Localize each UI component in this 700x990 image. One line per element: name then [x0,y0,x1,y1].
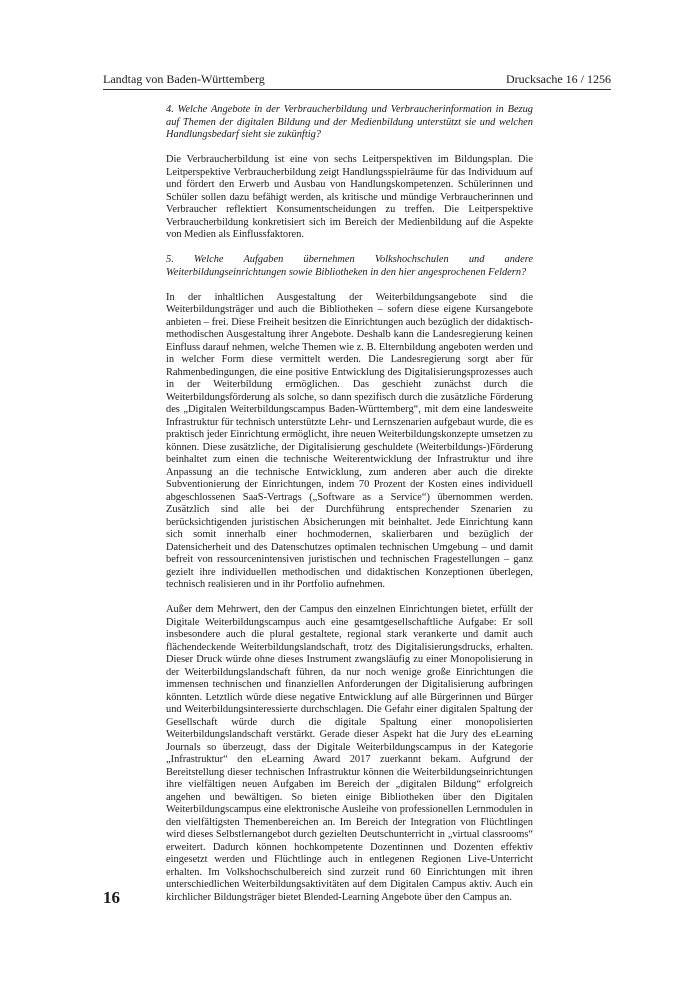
page-number: 16 [103,888,120,907]
question-4: 4. Welche Angebote in der Verbraucherbildung und Verbraucherinformation in Bezug auf Themen der digitalen Bildung und der Medienbildung unterstützt sie und welchen Handlungsbedarf sieht sie zukünftig? [166,104,533,140]
header-parliament-name: Landtag von Baden-Württemberg [103,72,265,86]
question-5: 5. Welche Aufgaben übernehmen Volkshochschulen und andere Weiterbildungseinrichtungen sowie Bibliotheken in den hier angesprochenen Feldern? [166,254,533,278]
page-body [166,104,533,917]
header-rule [103,89,611,90]
answer-5-paragraph-1: In der inhaltlichen Ausgestaltung der Weiterbildungsangebote sind die Weiterbildungsträger und auch die Bibliotheken – sofern diese eigene Kursangebote anbieten – frei. Diese Freiheit besitzen die Einrichtungen auch bezüglich der didaktisch-methodischen Ausgestaltung ihrer Angebote. Deshalb kann die Landesregierung keinen Einfluss darauf nehmen, welche Themen wie z. B. Elternbildung angeboten werden und in welcher Form diese vermittelt werden. Die Landesregierung sorgt aber für Rahmenbedingungen, die eine positive Entwicklung des Digitalisierungsprozesses auch in der Weiterbildung ermöglichen. Das geschieht zunächst durch die Weiterbildungsförderung als solche, so dann spezifisch durch die zusätzliche Förderung des „Digitalen Weiterbildungscampus Baden-Württemberg“, mit dem eine landesweite Infrastruktur für technisch unterstützte Lehr- und Lernszenarien aufgebaut wurde, die es praktisch jeder Einrichtung ermöglicht, ihre neuen Weiterbildungskonzepte umsetzen zu können. Diese zusätzliche, der Digitalisierung geschuldete (Weiterbildungs-)Förderung beinhaltet zum einen die technische Weiterentwicklung der Infrastruktur und ihre Anpassung an die technische Entwicklung, zum anderen aber auch die direkte Subventionierung der Einrichtungen, indem 70 Prozent der Kosten eines individuell abgeschlossenen SaaS-Vertrags („Software as a Service“) übernommen werden. Zusätzlich sind alle bei der Durchführung entsprechender Szenarien zu berücksichtigenden juristischen Absicherungen mit beinhaltet. Jede Einrichtung kann sich somit innerhalb einer hochmodernen, skalierbaren und bezüglich der Datensicherheit und des Datenschutzes optimalen technischen Umgebung – und damit befreit von ressourcenintensiven juristischen und technischen Fragestellungen – ganz gezielt ihre individuellen methodischen und didaktischen Konzeptionen überlegen, technisch realisieren und in ihr Portfolio aufnehmen. [166,291,534,590]
header-document-number: Drucksache 16 / 1256 [506,72,611,86]
answer-4-paragraph: Die Verbraucherbildung ist eine von sechs Leitperspektiven im Bildungsplan. Die Leitperspektive Verbraucherbildung zeigt Handlungsspielräume für das Individuum auf und fördert den Erwerb und Ausbau von Handlungskompetenzen. Schülerinnen und Schüler sollen dazu befähigt werden, als kritische und mündige Verbraucherinnen und Verbraucher reflektiert Konsumentscheidungen zu treffen. Die Leitperspektive Verbraucherbildung konkretisiert sich im Bereich der Medienbildung auf die Aspekte von Medien als Einflussfaktoren. [166,154,533,240]
answer-5-paragraph-2: Außer dem Mehrwert, den der Campus den einzelnen Einrichtungen bietet, erfüllt der Digitale Weiterbildungscampus auch eine gesamtgesellschaftliche Aufgabe: Er soll insbesondere auch die plural gestaltete, regional stark verankerte und damit auch flächendeckende Weiterbildungslandschaft, trotz des Digitalisierungsdrucks, erhalten. Dieser Druck würde ohne dieses Instrument zwangsläufig zu einer Monopolisierung in der Weiterbildungslandschaft führen, da nur noch wenige große Einrichtungen die immensen technischen und finanziellen Anforderungen der Digitalisierung aufbringen könnten. Letztlich würde diese negative Entwicklung auf alle Bürgerinnen und Bürger und Weiterbildungsinteressierte durchschlagen. Die Gefahr einer digitalen Spaltung der Gesellschaft würde durch die digitale Spaltung einer monopolisierten Weiterbildungslandschaft verstärkt. Gerade dieser Aspekt hat die Jury des eLearning Journals so überzeugt, dass der Digitale Weiterbildungscampus in der Kategorie „Infrastruktur“ den eLearning Award 2017 zuerkannt bekam. Aufgrund der Bereitstellung dieser technischen Infrastruktur können die Weiterbildungseinrichtungen ihre vielfältigen neuen Aufgaben im Bereich der „digitalen Bildung“ erfolgreich angehen und bewältigen. So bieten einige Bibliotheken über den Digitalen Weiterbildungscampus eine elektronische Ausleihe von professionellen Lernmodulen in den vielfältigsten Themenbereichen an. Im Bereich der Integration von Flüchtlingen wird dieses Selbstlernangebot durch gezielten Deutschunterricht in „virtual classrooms“ erweitert. Dadurch können hochkompetente Dozentinnen und Dozenten effektiv eingesetzt werden und Flüchtlinge auch in entlegenen Regionen Live-Unterricht erhalten. Im Volkshochschulbereich sind zurzeit rund 60 Einrichtungen mit ihren unterschiedlichen Weiterbildungsaktivitäten auf dem Digitalen Campus aktiv. Auch ein kirchlicher Bildungsträger bietet Blended-Learning Angebote über den Campus an. [166,604,533,903]
running-header [103,72,611,90]
